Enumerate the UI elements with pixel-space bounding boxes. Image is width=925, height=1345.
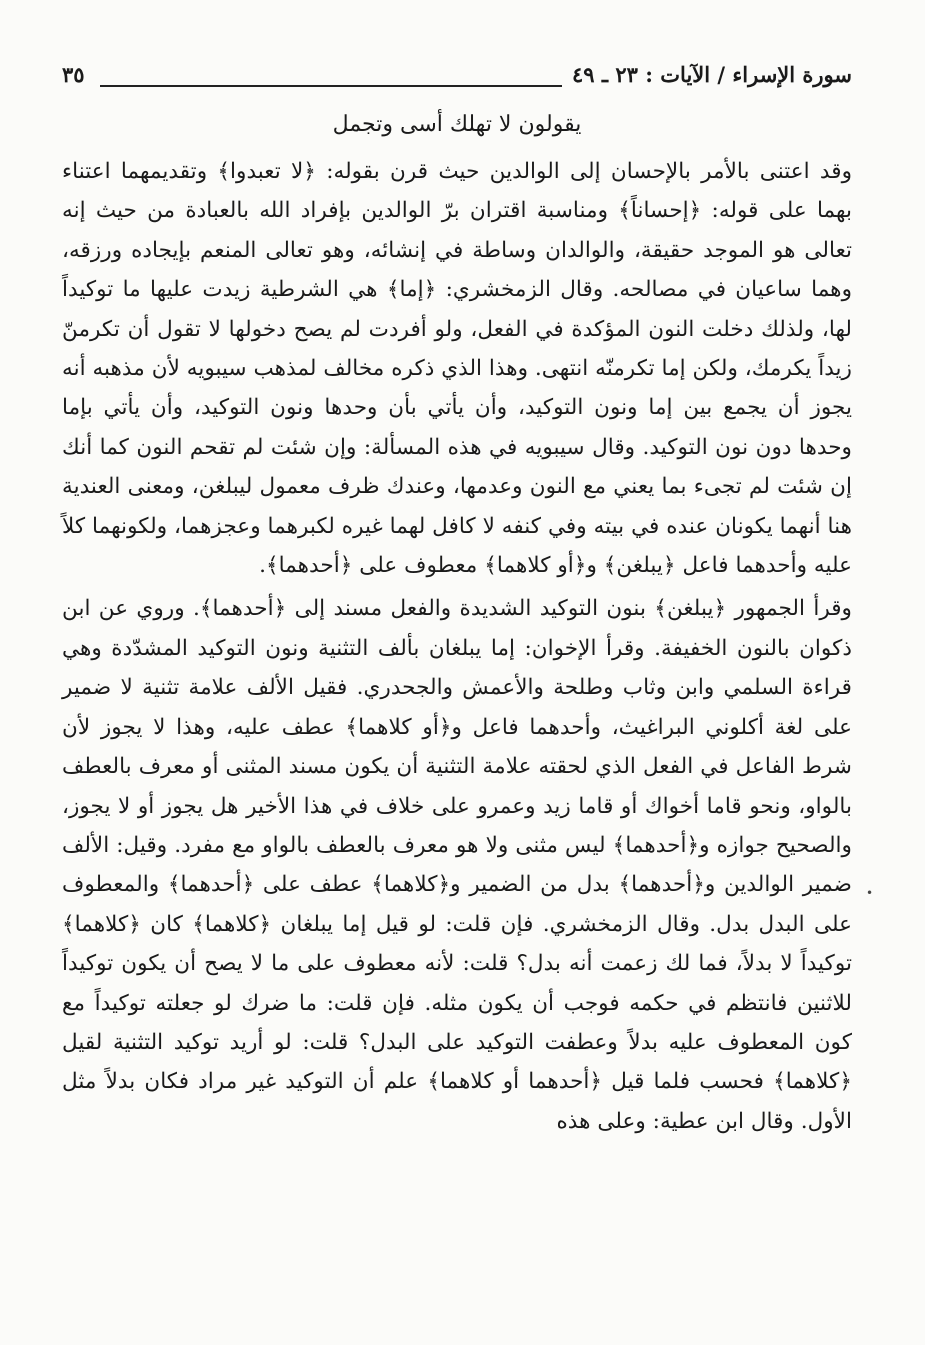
- page-number: ٣٥: [62, 62, 93, 87]
- paragraph-1: وقد اعتنى بالأمر بالإحسان إلى الوالدين حيث قرن بقوله: ﴿لا تعبدوا﴾ وتقديمهما اعتناء بهما على قوله: ﴿إحساناً﴾ ومناسبة اقتران برّ الوالدين بإفراد الله بالعبادة من حيث إنه تعالى هو الموجد حقيقة، والوالدان وساطة في إنشائه، وهو تعالى المنعم بإيجاده ورزقه، وهما ساعيان في مصالحه. وقال الزمخشري: ﴿إما﴾ هي الشرطية زيدت عليها ما توكيداً لها، ولذلك دخلت النون المؤكدة في الفعل، ولو أفردت لم يصح دخولها لا تقول أن تكرمنّ زيداً يكرمك، ولكن إما تكرمنّه انتهى. وهذا الذي ذكره مخالف لمذهب سيبويه لأن مذهبه أنه يجوز أن يجمع بين إما ونون التوكيد، وأن يأتي بأن وحدها ونون التوكيد، وأن يأتي بإما وحدها دون نون التوكيد. وقال سيبويه في هذه المسألة: وإن شئت لم تقحم النون كما أنك إن شئت لم تجىء بما يعني مع النون وعدمها، وعندك ظرف معمول ليبلغن، ومعنى العندية هنا أنهما يكونان عنده في بيته وفي كنفه لا كافل لهما غيره لكبرهما وعجزهما، ولكونهما كلاً عليه وأحدهما فاعل ﴿يبلغن﴾ و﴿أو كلاهما﴾ معطوف على ﴿أحدهما﴾.: [62, 159, 852, 579]
- book-page: [62, 52, 852, 1141]
- poetry-verse: يقولون لا تهلك أسى وتجمل: [332, 112, 582, 137]
- margin-speck: •: [866, 886, 874, 900]
- running-header: [62, 52, 852, 96]
- header-rule: [100, 85, 562, 87]
- paragraph-2: وقرأ الجمهور ﴿يبلغن﴾ بنون التوكيد الشديدة والفعل مسند إلى ﴿أحدهما﴾. وروي عن ابن ذكوان بالنون الخفيفة. وقرأ الإخوان: إما يبلغان بألف التثنية ونون التوكيد المشدّدة وهي قراءة السلمي وابن وثاب وطلحة والأعمش والجحدري. فقيل الألف علامة تثنية لا ضمير على لغة أكلوني البراغيث، وأحدهما فاعل و﴿أو كلاهما﴾ عطف عليه، وهذا لا يجوز لأن شرط الفاعل في الفعل الذي لحقته علامة التثنية أن يكون مسند المثنى أو معرف بالعطف بالواو، ونحو قاما أخواك أو قاما زيد وعمرو على خلاف في هذا الأخير هل يجوز أو لا يجوز، والصحيح جوازه و﴿أحدهما﴾ ليس مثنى ولا هو معرف بالعطف بالواو مع مفرد. وقيل: الألف ضمير الوالدين و﴿أحدهما﴾ بدل من الضمير و﴿كلاهما﴾ عطف على ﴿أحدهما﴾ والمعطوف على البدل بدل. وقال الزمخشري. فإن قلت: لو قيل إما يبلغان ﴿كلاهما﴾ كان ﴿كلاهما﴾ توكيداً لا بدلاً، فما لك زعمت أنه بدل؟ قلت: لأنه معطوف على ما لا يصح أن يكون توكيداً للاثنين فانتظم في حكمه فوجب أن يكون مثله. فإن قلت: ما ضرك لو جعلته توكيداً مع كون المعطوف عليه بدلاً وعطفت التوكيد على البدل؟ قلت: لو أريد توكيد التثنية لقيل ﴿كلاهما﴾ فحسب فلما قيل ﴿أحدهما أو كلاهما﴾ علم أن التوكيد غير مراد فكان بدلاً مثل الأول. وقال ابن عطية: وعلى هذه: [62, 596, 852, 1134]
- running-title: سورة الإسراء / الآيات : ٢٣ ـ ٤٩: [564, 62, 852, 87]
